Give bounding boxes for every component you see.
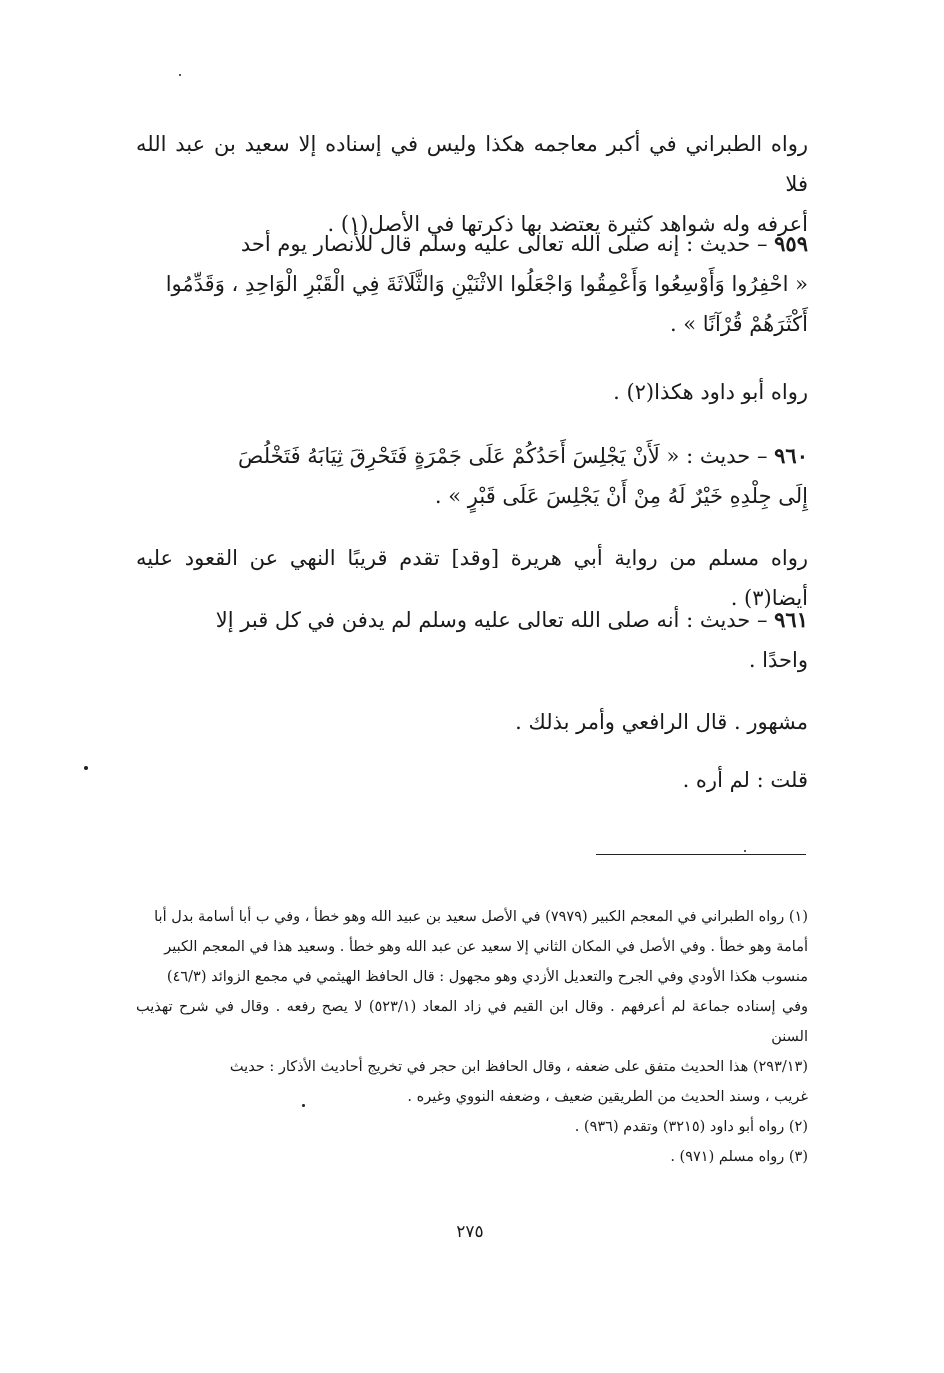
scan-speck — [179, 74, 181, 76]
text-line: أعرفه وله شواهد كثيرة يعتضد بها ذكرتها في الأصل(١) . — [327, 212, 808, 236]
text-line: رواه الطبراني في أكبر معاجمه هكذا وليس في إسناده إلا سعيد بن عبد الله فلا — [136, 132, 808, 196]
paragraph-mashhur — [136, 702, 808, 742]
text-line: مشهور . قال الرافعي وأمر بذلك . — [515, 710, 808, 734]
footnotes — [136, 902, 808, 1172]
footnote-line: منسوب هكذا الأودي وفي الجرح والتعديل الأزدي وهو مجهول : قال الحافظ الهيثمي في مجمع الزوائد (٤٦/٣) — [166, 969, 808, 985]
hadith-number: ٩٥٩ — [774, 231, 808, 256]
text-line: رواه مسلم من رواية أبي هريرة [وقد] تقدم قريبًا النهي عن القعود عليه أيضا(٣) . — [136, 546, 808, 610]
text-line — [136, 224, 808, 264]
footnote-line: غريب ، وسند الحديث من الطريقين ضعيف ، وضعفه النووي وغيره . — [407, 1089, 808, 1105]
page-number: ٢٧٥ — [456, 1222, 484, 1242]
footnote-line: (٢) رواه أبو داود (٣٢١٥) وتقدم (٩٣٦) . — [574, 1119, 808, 1135]
text-line: أَكْثَرَهُمْ قُرْآنًا » . — [669, 312, 808, 336]
text-line: إِلَى جِلْدِهِ خَيْرٌ لَهُ مِنْ أَنْ يَجْلِسَ عَلَى قَبْرٍ » . — [434, 484, 808, 508]
hadith-961 — [136, 600, 808, 680]
scan-speck — [302, 1104, 305, 1107]
hadith-960 — [136, 436, 808, 516]
text-line: « احْفِرُوا وَأَوْسِعُوا وَأَعْمِقُوا وَاجْعَلُوا الاثْنَيْنِ وَالثَّلَاثَةَ فِي الْقَبْرِ الْوَاحِدِ ، وَقَدِّمُوا — [165, 272, 808, 296]
hadith-number: ٩٦٠ — [774, 443, 808, 468]
hadith-959 — [136, 224, 808, 344]
scan-speck — [84, 766, 88, 770]
hadith-text: – حديث : « لَأَنْ يَجْلِسَ أَحَدُكُمْ عَلَى جَمْرَةٍ فَتَحْرِقَ ثِيَابَهُ فَتَخْلُصَ — [238, 444, 768, 468]
text-line: واحدًا . — [748, 648, 808, 672]
footnote-separator — [596, 854, 806, 855]
hadith-text: – حديث : أنه صلى الله تعالى عليه وسلم لم يدفن في كل قبر إلا — [215, 608, 768, 632]
footnote-line: (٢٩٣/١٣) هذا الحديث متفق على ضعفه ، وقال الحافظ ابن حجر في تخريج أحاديث الأذكار : حديث — [229, 1059, 808, 1075]
text-line — [136, 600, 808, 640]
scan-speck — [744, 850, 746, 852]
footnote-line: أمامة وهو خطأ . وفي الأصل في المكان الثاني إلا سعيد عن عبد الله وهو خطأ . وسعيد هذا في المعجم الكبير — [164, 939, 808, 955]
text-line: رواه أبو داود هكذا(٢) . — [613, 380, 808, 404]
hadith-number: ٩٦١ — [774, 607, 808, 632]
footnote-line: وفي إسناده جماعة لم أعرفهم . وقال ابن القيم في زاد المعاد (٥٢٣/١) لا يصح رفعه . وقال في شرح تهذيب السنن — [136, 999, 808, 1045]
footnote-line: (١) رواه الطبراني في المعجم الكبير (٧٩٧٩) في الأصل سعيد بن عبيد الله وهو خطأ ، وفي ب أبا أسامة بدل أبا — [154, 909, 808, 925]
paragraph-qultu — [136, 760, 808, 800]
hadith-text: – حديث : إنه صلى الله تعالى عليه وسلم قال للأنصار يوم أحد — [240, 232, 768, 256]
footnote-line: (٣) رواه مسلم (٩٧١) . — [670, 1149, 808, 1165]
text-line — [136, 436, 808, 476]
paragraph-abu-dawud-note — [136, 372, 808, 412]
text-line: قلت : لم أره . — [682, 768, 808, 792]
